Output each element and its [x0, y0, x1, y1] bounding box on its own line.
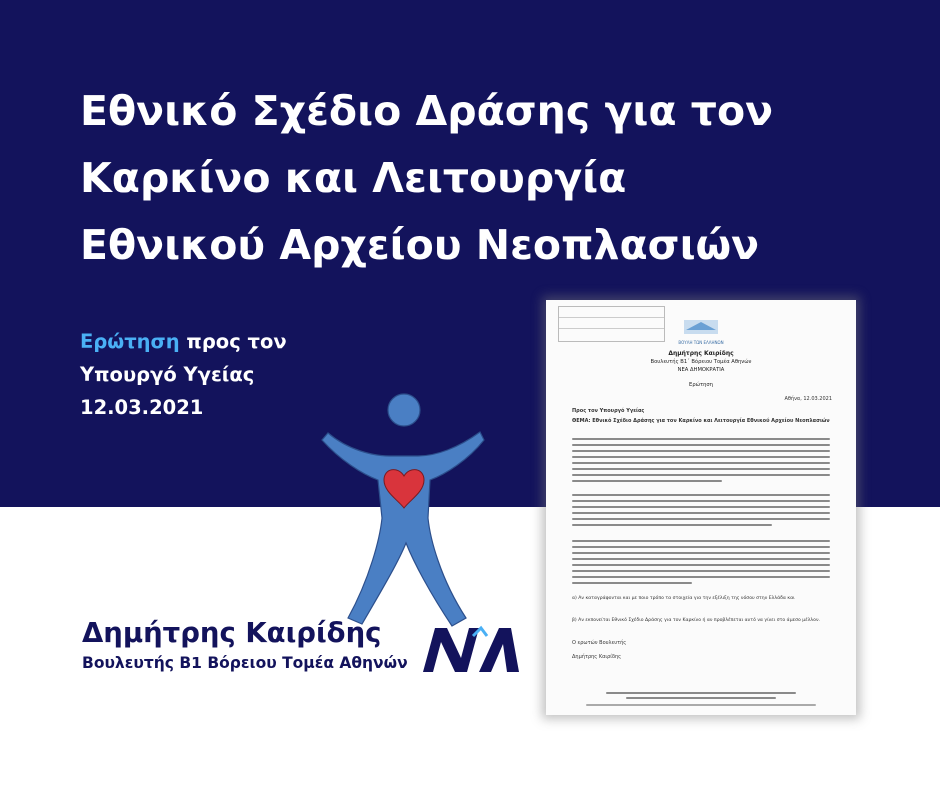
doc-subject: ΘΕΜΑ: Εθνικό Σχέδιο Δράσης για τον Καρκίνο και Λειτουργία Εθνικού Αρχείου Νεοπλασιών [572, 418, 830, 424]
question-caption [80, 325, 287, 424]
question-document [546, 300, 856, 715]
question-rest: προς τον [179, 330, 287, 353]
doc-type: Ερώτηση [689, 382, 713, 388]
headline-line-2: Καρκίνο και Λειτουργία [80, 154, 627, 202]
doc-recipient: Προς τον Υπουργό Υγείας [572, 408, 645, 414]
doc-author-role: Βουλευτής Β1΄ Βόρειου Τομέα Αθηνών [650, 359, 752, 365]
politician-role: Βουλευτής Β1 Βόρειου Τομέα Αθηνών [82, 654, 408, 672]
question-date: 12.03.2021 [80, 396, 204, 419]
headline-line-1: Εθνικό Σχέδιο Δράσης για τον [80, 87, 774, 135]
human-heart-illustration [318, 388, 488, 628]
doc-question-a: α) Αν καταγράφονται και με ποιο τρόπο τα στοιχεία για την εξέλιξη της νόσου στην Ελλάδα και [572, 596, 795, 601]
party-logo-icon [421, 622, 521, 674]
question-recipient: Υπουργό Υγείας [80, 363, 255, 386]
doc-question-b: β) Αν εκπονείται Εθνικό Σχέδιο Δράσης για τον Καρκίνο ή αν προβλέπεται αυτό να γίνει στο άμεσο μέλλον. [572, 618, 820, 623]
doc-logo-caption: ΒΟΥΛΗ ΤΩΝ ΕΛΛΗΝΩΝ [678, 340, 724, 345]
question-highlight: Ερώτηση [80, 330, 180, 353]
doc-date: Αθήνα, 12.03.2021 [784, 396, 832, 402]
doc-closing: Ο ερωτών Βουλευτής [572, 640, 627, 646]
parliament-logo-icon [682, 318, 720, 338]
headline [80, 78, 920, 279]
doc-author: Δημήτρης Καιρίδης [668, 350, 734, 357]
doc-party: ΝΕΑ ΔΗΜΟΚΡΑΤΙΑ [677, 367, 725, 373]
politician-name: Δημήτρης Καιρίδης [82, 617, 382, 649]
doc-signature: Δημήτρης Καιρίδης [572, 654, 622, 660]
headline-line-3: Εθνικού Αρχείου Νεοπλασιών [80, 221, 760, 269]
protocol-stamp [558, 306, 665, 342]
